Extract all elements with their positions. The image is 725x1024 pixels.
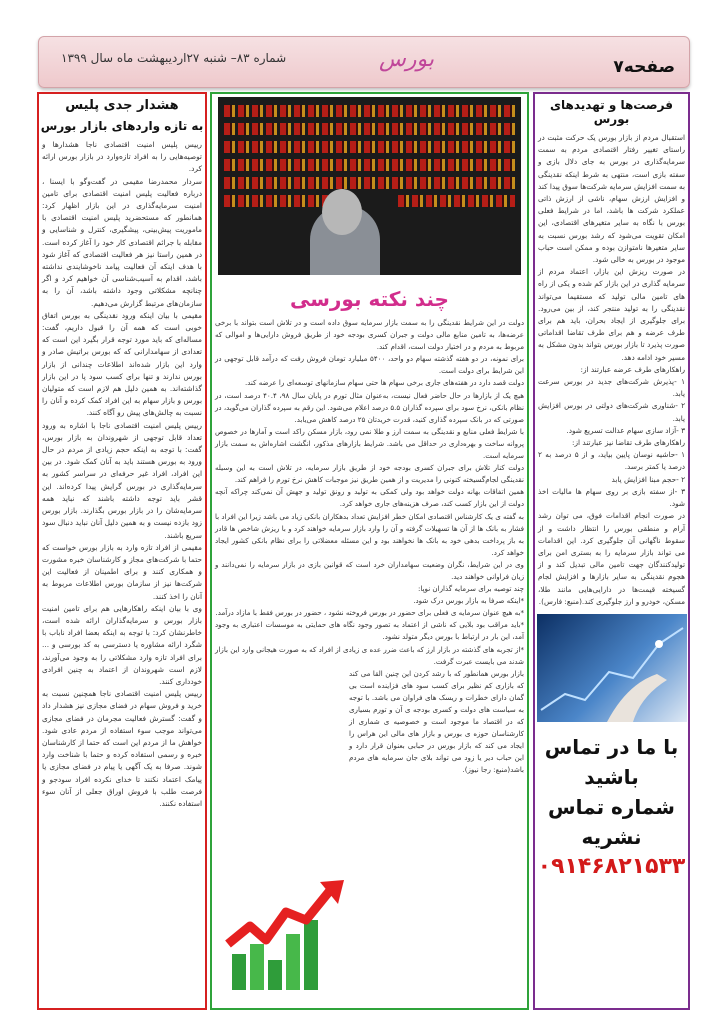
paragraph: راهکارهای طرف عرضه عبارتند از: (580, 364, 685, 374)
right-column-article (533, 92, 690, 1010)
paragraph: چند توصیه برای سرمایه گذاران نوپا: (418, 584, 524, 594)
paragraph: سردار محمدرضا مقیمی در گفت‌وگو با ایسنا ، درباره فعالیت پلیس امنیت اقتصادی برای تامین امنیت سرمایه‌گذاری در این بازار اظهار کرد: همانطور که مستحضرید پلیس امنیت اقتصادی با ماموریت پیش‌بینی، پیشگیری، کنترل و شناسایی و مقابله با جرائم اقتصادی کار خود را آغاز کرده است. در همین راستا نیز هر فعالیت اقتصادی که آغاز شود با هدف اینکه آن فعالیت پیامد ناخوشایندی نداشته باشد، اقدام به آسیب‌شناسی آن خواهیم کرد و اگر چنانچه مشکلاتی وجود داشته باشد، آن را به سازمان‌های مرتبط گزارش می‌دهیم. (42, 176, 202, 308)
phone-number: ۰۹۱۴۶۸۲۱۵۳۳ (537, 853, 686, 879)
right-article-title: فرصت‌ها و تهدیدهای بورس (550, 98, 673, 126)
paragraph: در صورت ریزش این بازار، اعتماد مردم از سرمایه گذاری در این بازار کم شده و یکی از راه های تامین مالی تولید که مستقیما می‌تواند نقدینگی را به تولید منتجر کند، از بین می‌رود. برای جلوگیری از ایجاد بحران، باید هم برای طرف عرضه و هم برای طرف تقاضا اقداماتی صورت پذیرد تا بازار بورس بتواند بدون مشکل به مسیر خود ادامه دهد. (538, 267, 685, 362)
stock-board-photo (218, 97, 521, 275)
left-article-title: هشدار جدی پلیس (65, 98, 179, 113)
paragraph: ۱ -حاشیه نوسان پایین بیاید، و از ۵ درصد به ۲ درصد یا کمتر برسد. (538, 450, 685, 472)
paragraph: مقیمی از افراد تازه وارد به بازار بورس خواست که حتما با شرکت‌های مجاز و کارشناسان خبره مشورت و همکاری کنند و برای اطمینان از فعالیت این شرکت‌ها نیز از سازمان بورس اطلاعات مربوط به آنان را اخذ کنند. (42, 542, 202, 601)
paragraph: برای نمونه، در دو هفته گذشته سهام دو واحد، ۵۴۰۰ میلیارد تومان فروش رفت که درآمد قابل توجهی در این شرایط برای دولت است. (215, 354, 524, 376)
middle-article-title: چند نکته بورسی (290, 287, 449, 311)
paragraph: در صورت انجام اقدامات فوق، می توان رشد آرام و منطقی بورس را انتظار داشت و از سقوط ناگهانی آن جلوگیری کرد. این اقدامات می تواند بازار سرمایه را به بستری امن برای تولیدکنندگان جهت تامین مالی تبدیل کند و از هجوم نقدینگی به سایر بازارها و افزایش لجام گسیخته قیمت‌ها در دارایی‌هایی مانند طلا، مسکن، خودرو و ارز جلوگیری کند.(منبع: فارس). (538, 511, 685, 606)
left-article-subtitle: به تازه واردهای بازار بورس (40, 119, 204, 133)
paragraph: رییس پلیس امنیت اقتصادی ناجا همچنین نسبت به خرید و فروش سهام در فضای مجازی نیز هشدار داد و گفت: گسترش فعالیت مجرمان در فضای مجازی می‌تواند موجب سوء استفاده از مردم عادی شود. خواهش ما از مردم این است که حتما از کارشناسان خبره و رسمی استفاده کرده و حتما با شناخت وارد شوند. صرفا به یک آگهی یا پیام در فضای مجازی یا پیامک اعتماد نکنند تا خدای نکرده افراد سودجو و فرصت طلب با فروش اوراق جعلی از آنان سوء استفاده نکنند. (42, 689, 202, 808)
paragraph: هیچ یک از بازارها در حال حاضر فعال نیست، به‌عنوان مثال تورم در پایان سال ۹۸، ۴۰.۴ درصد است، در نظام بانکی، نرخ سود برای سپرده گذاران ۵.۵ درصد اعلام می‌شود. این رقم به سپرده گذاران می‌گوید، در صورتی که در بانک سپرده گذاری کنید، قدرت خریدتان ۲۵ درصد کاهش می‌یابد. (215, 390, 525, 424)
paragraph: همین اتفاقات بهانه دولت خواهد بود ولی کمکی به تولید و رونق تولید و جهش آن نمی‌کند چراکه آنچه دولت از این بازار کسب کند، صرف هزینه‌های جاری خواهد کرد. (215, 487, 524, 509)
paragraph: ۳ -آزاد سازی سهام عدالت تسریع شود. (566, 425, 685, 435)
paragraph: راهکارهای طرف تقاضا نیز عبارتند از: (572, 438, 685, 448)
paragraph: دولت در این شرایط نقدینگی را به سمت بازار سرمایه سوق داده است و در تلاش است بتواند با برخی عرضه‌ها، به تامین منابع مالی دولت و جبران کسری بودجه خود از طریق فروش دارایی‌ها و اموالی که مربوط به مردم و در اختیار دولت است، اقدام کند. (215, 318, 524, 352)
paragraph: ۳ -از سفته بازی بر روی سهام ها مالیات اخذ شود. (538, 486, 685, 509)
right-article-body (535, 132, 688, 608)
paragraph: *باید مراقب بود بلایی که ناشی از اعتماد به تصور وجود نگاه های حمایتی به موسسات اعتباری به وجود آمد، این بار در ارتباط با بورس دیگر متولد نشود. (215, 620, 524, 642)
paragraph: مقیمی با بیان اینکه ورود نقدینگی به بورس اتفاق خوبی است که همه آن را قبول داریم، گفت: مساله‌ای که باید مورد توجه قرار بگیرد این است که تعدادی از سهامدارانی که که بورس براتیش صادر و وارد این بازار شده‌اند اطلاعات چندانی از بازار بورس ندارند و تنها برای کسب سود پا در این بازار گذاشته‌اند. به همین دلیل هم لازم است که متولیان بورس و بازار سهام به این افراد کمک کرده و آنان را نسبت به چالش‌های پیش رو آگاه کنند. (42, 310, 202, 418)
paragraph: دولت قصد دارد در هفته‌های جاری برخی سهام ها حتی سهام سازمانهای توسعه‌ای را عرضه کند. (244, 378, 524, 388)
paragraph: بازار بورس همانطور که با رشد کردن این چنین القا می کند که بازاری کم نظیر برای کسب سود های فزاینده است بی گمان دارای خطرات و ریسک های فراوان می باشد. با توجه به سیاست های دولت و کسری بودجه ی آن و تورم بسیاری که در اقتصاد ما موجود است و خصوصیه ی شماری از کارشناسان حوزه ی بورس و بازار های مالی این هراس را ایجاد می کند که بازار بورس در حبابی بعنوان قرار دارد و این حباب دیر یا زود می تواند بلای جان سرمایه های مردم باشد(منبع: رجا نیوز). (349, 668, 524, 775)
left-column-article (37, 92, 207, 1010)
paragraph: به گفته ی یک کارشناس اقتصادی امکان خطر افزایش تعداد بدهکاران بانکی زیاد می باشد زیرا این افراد با فشار به بانک ها از آن ها تسهیلات گرفته و آن را وارد بازار سرمایه خواهند کرد و با ریزش شاخص ها قادر به باز پرداخت بدهی خود به بانک ها نخواهند بود و این مسئله معضلاتی را برای نظام بانکی کشور ایجاد خواهد کرد. (215, 511, 524, 557)
middle-column-article (210, 92, 529, 1010)
issue-info: شماره ۸۳– شنبه ۲۷اردیبهشت ماه سال ۱۳۹۹ (61, 51, 287, 65)
paragraph: ۲ -شناوری شرکت‌های دولتی در بورس افزایش یابد. (538, 401, 685, 423)
page-header (38, 36, 690, 88)
paragraph: دولت کنار تلاش برای جبران کسری بودجه خود از طریق بازار سرمایه، در تلاش است به این وسیله نقدینگی لجام‌گسیخته کنونی را مدیریت و از همین طریق نیز موجبات کاهش نرخ تورم را فراهم کند. (215, 463, 524, 485)
page-number: صفحه۷ (613, 57, 675, 77)
contact-box (535, 732, 688, 882)
paragraph: وی در این شرایط، نگران وضعیت سهامداران خرد است که قوانین بازی در بازار سرمایه را نمی‌دانند و زیان فراوانی خواهند دید. (215, 559, 524, 581)
paragraph: استقبال مردم از بازار بورس یک حرکت مثبت در راستای تغییر رفتار اقتصادی مردم به سمت سرمایه‌گذاری در بورس به جای دلال بازی و سفته بازی است، منتهی به شرط اینکه نقدینگی به سمت افزایش سرمایه شرکت‌ها سوق پیدا کند و افزایش ارزش سهام، ناشی از ارزش ذاتی عملکرد شرکت ها باشد، اما در شرایط فعلی بورس با نگاه به سایر متغیرهای اقتصادی، این امکان تقویت می‌شود که رشد بورس نسبت به سایر متغیرها نامتوازن بوده و ممکن است حباب موجود در بورس به خالی شود. (538, 133, 685, 265)
paragraph: ۱ -پذیرش شرکت‌های جدید در بورس سرعت یابد. (538, 377, 685, 399)
paragraph: *اینکه صرفا به بازار بورس درک شود. (413, 596, 524, 606)
paragraph: وی با بیان اینکه راهکارهایی هم برای تامین امنیت بازار بورس و سرمایه‌گذاران ارائه شده است، خاطرنشان کرد: با توجه به اینکه بعضا افراد ناباب با شگرد ارائه مشاوره یا دسترسی به کد بورسی و ... برای افراد تازه وارد مشکلاتی را به وجود می‌آورند، لازم است شهروندان از اعتماد به چنین افرادی خودداری کنند. (42, 603, 202, 686)
contact-line1: با ما در تماس باشید (544, 734, 679, 789)
rising-arrow-image (220, 874, 348, 1000)
left-article-body (39, 139, 205, 810)
paragraph: رییس پلیس امنیت اقتصادی ناجا هشدارها و توصیه‌هایی را به افراد تازه‌وارد در بازار بورس ارائه کرد. (42, 140, 202, 174)
paragraph: رییس پلیس امنیت اقتصادی ناجا با اشاره به ورود تعداد قابل توجهی از شهروندان به بازار بورس، گفت: با توجه به اینکه حجم زیادی از مردم در حال ورود به بورس هستند باید به آنان کمک شود. در بین این افراد، افراد غیر حرفه‌ای در سراسر کشور به سرمایه‌گذاری در بورس گرایش پیدا کرده‌اند. این قشر باید توجه داشته باشند که نباید همه سرمایه‌شان را در بازار بورس بگذارند. بازار بورس زود بازده نیست و به همین دلیل آنان نباید دنبال سود سریع باشند. (42, 420, 202, 540)
hand-chart-image (537, 614, 687, 722)
section-title: بورس (379, 47, 434, 72)
paragraph: ۲ -حجم مبنا افزایش یابد (611, 474, 685, 484)
middle-article-body (212, 317, 527, 777)
paragraph: *از تجربه های گذشته در بازار ارز که باعث ضرر عده ی زیادی از افراد که به صورت هیجانی وارد این بازار شدند می بایست عبرت گرفت. (215, 644, 524, 666)
paragraph: *به هیچ عنوان سرمایه ی فعلی برای حضور در بورس فروخته نشود ، حضور در بورس فقط با مازاد درآمد. (215, 608, 524, 618)
contact-line2: شماره تماس نشریه (548, 794, 675, 849)
paragraph: با شرایط فعلی منابع و نقدینگی به سمت ارز و طلا نمی رود، بازار مسکن راکد است و آمارها در خصوص پروانه ساخت و بهره‌داری در حداقل می باشد. شرایط بازارهای مذکور، انگشت اشاره‌اش به سمت بازار سرمایه است. (215, 426, 524, 461)
